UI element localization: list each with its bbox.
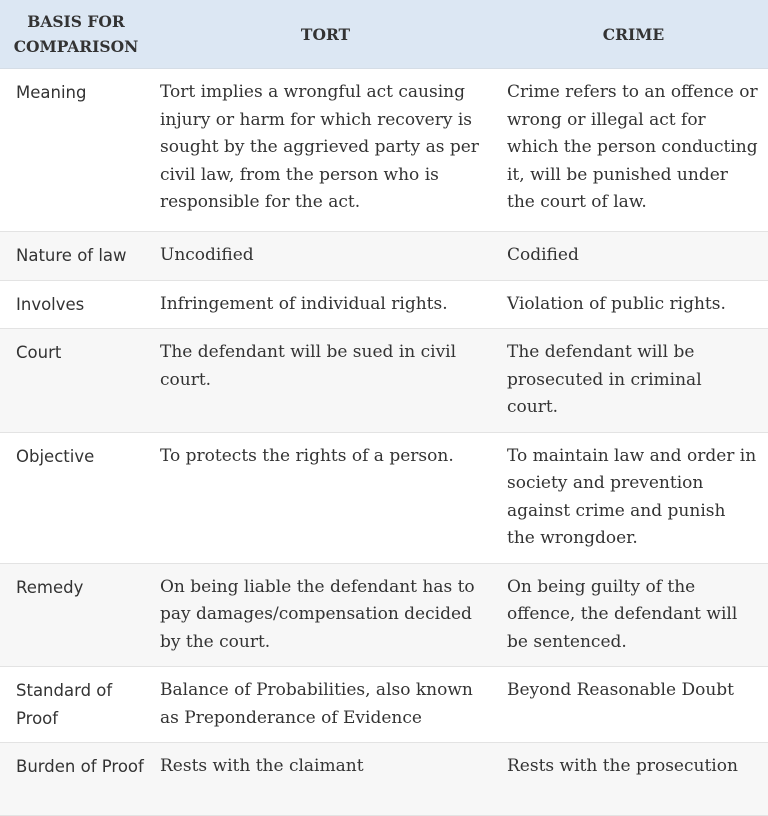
tort-cell: Rests with the claimant: [152, 743, 499, 816]
tort-cell: To protects the rights of a person.: [152, 432, 499, 563]
tort-cell: On being liable the defendant has to pay damages/compensation decided by the court.: [152, 563, 499, 667]
basis-cell: Nature of law: [0, 232, 152, 281]
table-row: [0, 329, 768, 433]
basis-cell: Burden of Proof: [0, 743, 152, 816]
basis-cell: Standard of Proof: [0, 667, 152, 743]
basis-cell: Objective: [0, 432, 152, 563]
crime-cell: Beyond Reasonable Doubt: [499, 667, 768, 743]
crime-cell: Rests with the prosecution: [499, 743, 768, 816]
tort-cell: Uncodified: [152, 232, 499, 281]
crime-cell: Violation of public rights.: [499, 280, 768, 329]
crime-cell: Codified: [499, 232, 768, 281]
table-row: [0, 69, 768, 232]
basis-cell: Meaning: [0, 69, 152, 232]
table-row: [0, 232, 768, 281]
table-row: [0, 667, 768, 743]
header-tort: TORT: [152, 0, 499, 69]
header-row: [0, 0, 768, 69]
tort-cell: Infringement of individual rights.: [152, 280, 499, 329]
basis-cell: Court: [0, 329, 152, 433]
tort-cell: The defendant will be sued in civil court.: [152, 329, 499, 433]
basis-cell: Remedy: [0, 563, 152, 667]
crime-cell: Crime refers to an offence or wrong or illegal act for which the person conducting it, will be punished under the court of law.: [499, 69, 768, 232]
header-crime: CRIME: [499, 0, 768, 69]
table-row: [0, 432, 768, 563]
table-row: [0, 280, 768, 329]
crime-cell: The defendant will be prosecuted in criminal court.: [499, 329, 768, 433]
crime-cell: To maintain law and order in society and prevention against crime and punish the wrongdoer.: [499, 432, 768, 563]
crime-cell: On being guilty of the offence, the defendant will be sentenced.: [499, 563, 768, 667]
table-row: [0, 563, 768, 667]
tort-cell: Balance of Probabilities, also known as Preponderance of Evidence: [152, 667, 499, 743]
basis-cell: Involves: [0, 280, 152, 329]
header-basis: BASIS FOR COMPARISON: [0, 0, 152, 69]
table-row: [0, 743, 768, 816]
tort-cell: Tort implies a wrongful act causing injury or harm for which recovery is sought by the aggrieved party as per civil law, from the person who is responsible for the act.: [152, 69, 499, 232]
